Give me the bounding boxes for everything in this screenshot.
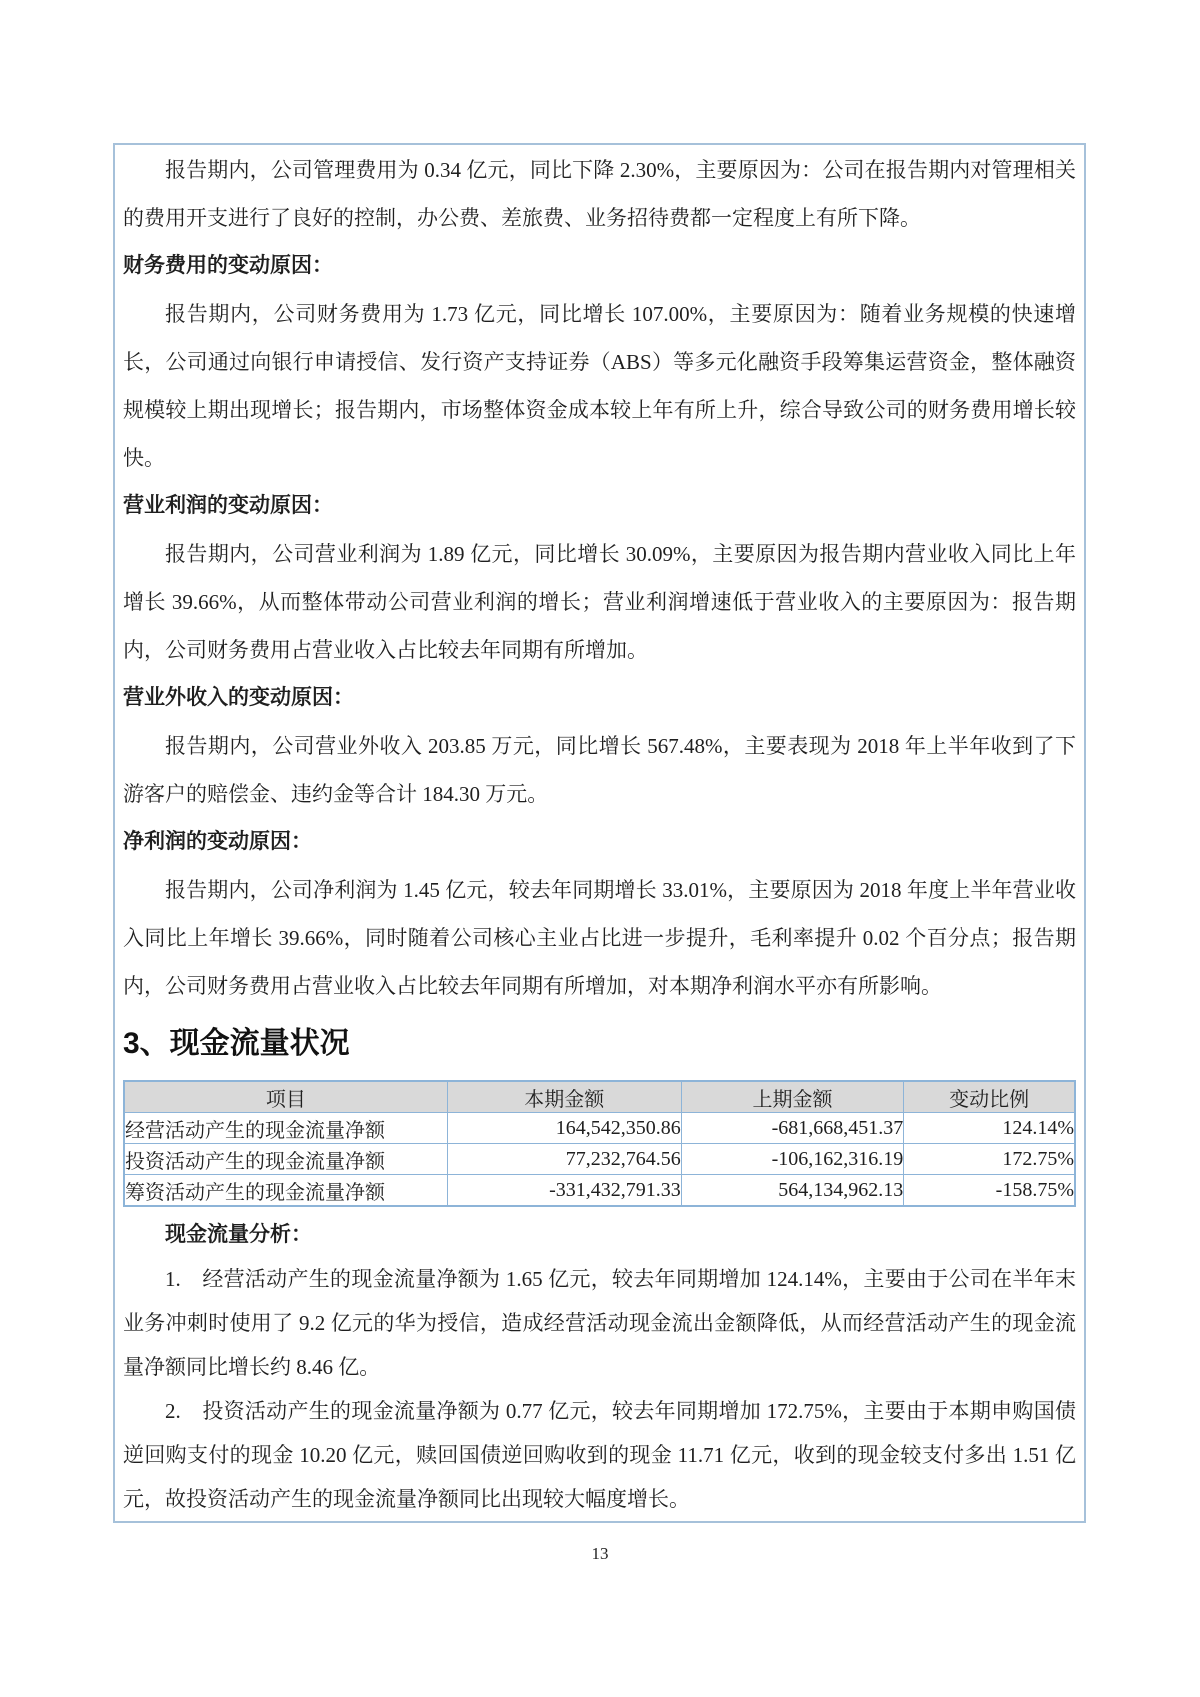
- paragraph-net-profit: 报告期内，公司净利润为 1.45 亿元，较去年同期增长 33.01%，主要原因为 2018 年度上半年营业收入同比上年增长 39.66%，同时随着公司核心主业占比进一步提升，毛利率提升 0.02 个百分点；报告期内，公司财务费用占营业收入占比较去年同期有所增加，对本期净利润水平亦有所影响。: [123, 878, 1076, 998]
- table-cell-item: 经营活动产生的现金流量净额: [124, 1113, 447, 1144]
- table-header-change-ratio: 变动比例: [904, 1081, 1075, 1113]
- paragraph-financial-expense: 报告期内，公司财务费用为 1.73 亿元，同比增长 107.00%，主要原因为：随着业务规模的快速增长，公司通过向银行申请授信、发行资产支持证券（ABS）等多元化融资手段筹集运营资金，整体融资规模较上期出现增长；报告期内，市场整体资金成本较上年有所上升，综合导致公司的财务费用增长较快。: [123, 302, 1076, 470]
- table-header-row: [124, 1081, 1075, 1113]
- table-cell-prior-amount: 564,134,962.13: [681, 1175, 904, 1207]
- section-title-cash-flow: 3、现金流量状况: [123, 1027, 350, 1060]
- heading-cash-flow-analysis: 现金流量分析：: [165, 1223, 312, 1246]
- table-cell-change-ratio: 172.75%: [904, 1144, 1075, 1175]
- analysis-item-investing: 2. 投资活动产生的现金流量净额为 0.77 亿元，较去年同期增加 172.75%，主要由于本期申购国债逆回购支付的现金 10.20 亿元，赎回国债逆回购收到的现金 11.71 亿元，收到的现金较支付多出 1.51 亿元，故投资活动产生的现金流量净额同比出现较大幅度增长。: [123, 1399, 1076, 1511]
- analysis-item-operating: 1. 经营活动产生的现金流量净额为 1.65 亿元，较去年同期增加 124.14%，主要由于公司在半年末业务冲刺时使用了 9.2 亿元的华为授信，造成经营活动现金流出金额降低，从而经营活动产生的现金流量净额同比增长约 8.46 亿。: [123, 1267, 1076, 1379]
- table-cell-item: 筹资活动产生的现金流量净额: [124, 1175, 447, 1207]
- paragraph-nonoperating-income: 报告期内，公司营业外收入 203.85 万元，同比增长 567.48%，主要表现为 2018 年上半年收到了下游客户的赔偿金、违约金等合计 184.30 万元。: [123, 734, 1076, 806]
- heading-operating-profit-reason: 营业利润的变动原因：: [123, 494, 333, 517]
- table-cell-change-ratio: 124.14%: [904, 1113, 1075, 1144]
- heading-net-profit-reason: 净利润的变动原因：: [123, 830, 312, 853]
- table-row-financing: [124, 1175, 1075, 1207]
- analysis-item-financing: [123, 1521, 1076, 1523]
- page-number: 13: [591, 1544, 609, 1563]
- table-cell-current-amount: -331,432,791.33: [447, 1175, 681, 1207]
- heading-financial-expense-reason: 财务费用的变动原因：: [123, 254, 333, 277]
- paragraph-management-fee: 报告期内，公司管理费用为 0.34 亿元，同比下降 2.30%，主要原因为：公司在报告期内对管理相关的费用开支进行了良好的控制，办公费、差旅费、业务招待费都一定程度上有所下降。: [123, 158, 1076, 230]
- table-cell-prior-amount: -681,668,451.37: [681, 1113, 904, 1144]
- table-cell-change-ratio: -158.75%: [904, 1175, 1075, 1207]
- page-content-frame: [113, 143, 1086, 1523]
- heading-nonoperating-income-reason: 营业外收入的变动原因：: [123, 686, 354, 709]
- table-header-prior-amount: 上期金额: [681, 1081, 904, 1113]
- table-cell-prior-amount: -106,162,316.19: [681, 1144, 904, 1175]
- paragraph-operating-profit: 报告期内，公司营业利润为 1.89 亿元，同比增长 30.09%，主要原因为报告期内营业收入同比上年增长 39.66%，从而整体带动公司营业利润的增长；营业利润增速低于营业收入的主要原因为：报告期内，公司财务费用占营业收入占比较去年同期有所增加。: [123, 542, 1076, 662]
- table-cell-item: 投资活动产生的现金流量净额: [124, 1144, 447, 1175]
- table-row-operating: [124, 1113, 1075, 1144]
- table-header-current-amount: 本期金额: [447, 1081, 681, 1113]
- table-cell-current-amount: 77,232,764.56: [447, 1144, 681, 1175]
- cash-flow-table: [123, 1080, 1076, 1207]
- table-row-investing: [124, 1144, 1075, 1175]
- table-cell-current-amount: 164,542,350.86: [447, 1113, 681, 1144]
- table-header-item: 项目: [124, 1081, 447, 1113]
